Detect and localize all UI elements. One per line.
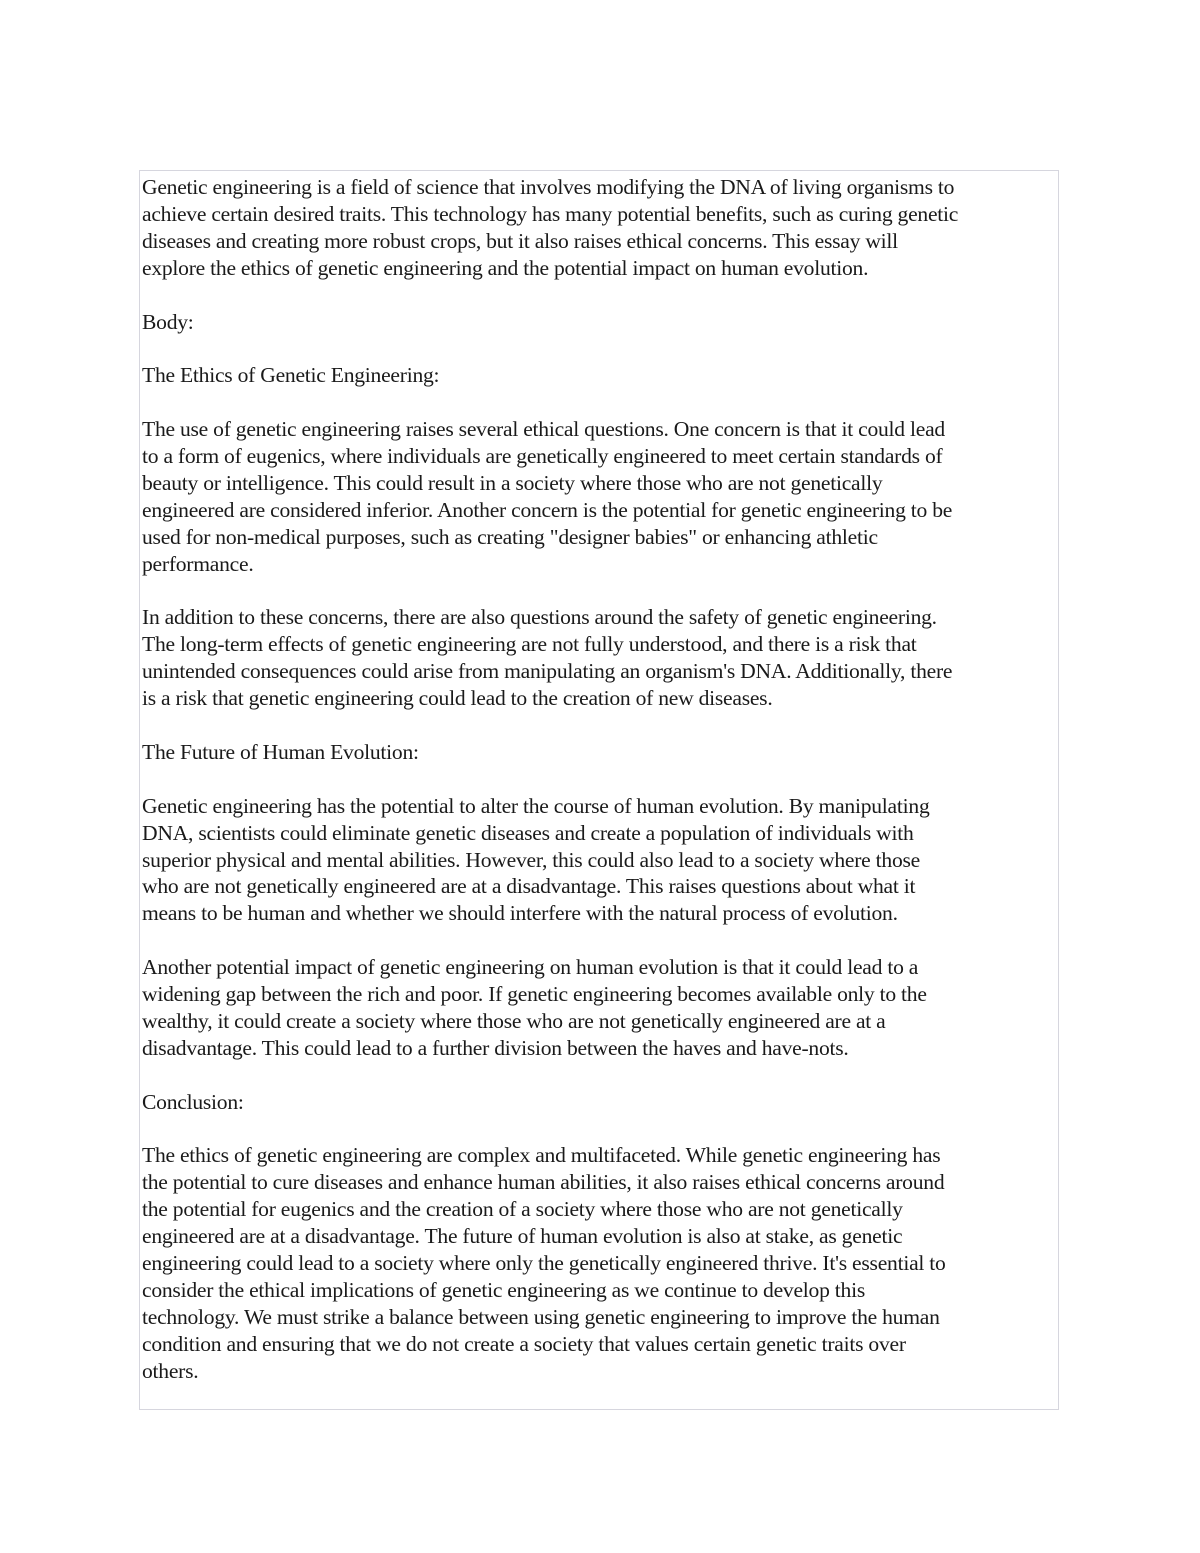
ethics-heading-paragraph — [142, 362, 1058, 389]
text-line: Genetic engineering is a field of science that involves modifying the DNA of living organisms to — [142, 175, 955, 199]
text-line: explore the ethics of genetic engineering and the potential impact on human evolution. — [142, 255, 869, 280]
ethics-paragraph-1 — [142, 416, 1058, 577]
text-line: superior physical and mental abilities. However, this could also lead to a society where those — [142, 847, 920, 872]
body-heading-paragraph — [142, 309, 1058, 336]
text-line: to a form of eugenics, where individuals are genetically engineered to meet certain standards of — [142, 444, 943, 469]
conclusion-heading: Conclusion: — [142, 1089, 244, 1114]
text-line: widening gap between the rich and poor. If genetic engineering becomes available only to the — [142, 982, 927, 1007]
conclusion-heading-paragraph — [142, 1089, 1058, 1116]
text-line: The use of genetic engineering raises several ethical questions. One concern is that it could lead — [142, 417, 945, 442]
text-line: technology. We must strike a balance between using genetic engineering to improve the human — [142, 1304, 940, 1329]
text-line: condition and ensuring that we do not create a society that values certain genetic traits over — [142, 1331, 906, 1356]
intro-paragraph — [142, 174, 1058, 282]
future-paragraph-1 — [142, 793, 1058, 928]
text-line: The ethics of genetic engineering are complex and multifaceted. While genetic engineering has — [142, 1143, 941, 1168]
ethics-paragraph-2 — [142, 604, 1058, 712]
text-line: engineering could lead to a society where only the genetically engineered thrive. It's essential to — [142, 1251, 946, 1276]
text-line: consider the ethical implications of genetic engineering as we continue to develop this — [142, 1278, 866, 1303]
text-line: unintended consequences could arise from manipulating an organism's DNA. Additionally, there — [142, 659, 953, 684]
text-line: In addition to these concerns, there are also questions around the safety of genetic engineering. — [142, 605, 937, 630]
text-line: DNA, scientists could eliminate genetic diseases and create a population of individuals with — [142, 820, 914, 845]
text-line: Another potential impact of genetic engineering on human evolution is that it could lead to a — [142, 955, 919, 980]
text-line: diseases and creating more robust crops, but it also raises ethical concerns. This essay will — [142, 228, 898, 253]
text-line: the potential for eugenics and the creation of a society where those who are not genetically — [142, 1197, 903, 1222]
text-line: The long-term effects of genetic engineering are not fully understood, and there is a risk that — [142, 632, 917, 657]
text-line: disadvantage. This could lead to a further division between the haves and have-nots. — [142, 1035, 849, 1060]
text-line: Genetic engineering has the potential to alter the course of human evolution. By manipulating — [142, 793, 930, 818]
text-line: is a risk that genetic engineering could lead to the creation of new diseases. — [142, 686, 773, 711]
text-line: means to be human and whether we should interfere with the natural process of evolution. — [142, 901, 898, 926]
essay-text-box — [139, 170, 1059, 1410]
text-line: achieve certain desired traits. This technology has many potential benefits, such as curing genetic — [142, 201, 959, 226]
future-paragraph-2 — [142, 954, 1058, 1062]
future-heading: The Future of Human Evolution: — [142, 739, 419, 764]
text-line: engineered are at a disadvantage. The future of human evolution is also at stake, as genetic — [142, 1224, 903, 1249]
text-line: beauty or intelligence. This could result in a society where those who are not genetically — [142, 470, 883, 495]
future-heading-paragraph — [142, 739, 1058, 766]
text-line: the potential to cure diseases and enhance human abilities, it also raises ethical concerns around — [142, 1170, 945, 1195]
text-line: used for non-medical purposes, such as creating "designer babies" or enhancing athletic — [142, 524, 878, 549]
text-line: others. — [142, 1358, 199, 1383]
conclusion-paragraph — [142, 1142, 1058, 1384]
text-line: performance. — [142, 551, 254, 576]
text-line: wealthy, it could create a society where those who are not genetically engineered are at a — [142, 1008, 886, 1033]
body-heading: Body: — [142, 309, 194, 334]
text-line: engineered are considered inferior. Another concern is the potential for genetic engineering to be — [142, 497, 953, 522]
text-line: who are not genetically engineered are at a disadvantage. This raises questions about what it — [142, 874, 916, 899]
ethics-heading: The Ethics of Genetic Engineering: — [142, 363, 440, 388]
